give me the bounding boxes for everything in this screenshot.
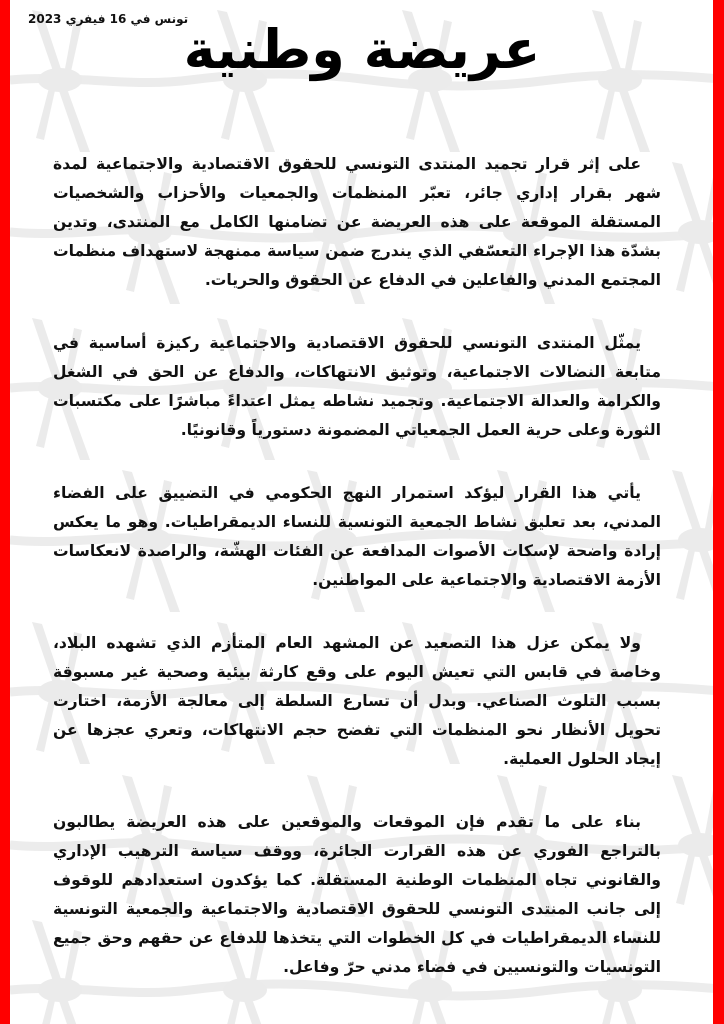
paragraph-5: بناء على ما تقدم فإن الموقعات والموقعين على هذه العريضة يطالبون بالتراجع الفوري عن هذه القرارت الجائرة، ووقف سياسة الترهيب الإداري والقانوني تجاه المنظمات الوطنية المستقلة. كما يؤكدون استعدادهم للوقوف إلى جانب المنتدى التونسي للحقوق الاقتصادية والاجتماعية والجمعية التونسية للنساء الديمقراطيات في كل الخطوات التي يتخذها للدفاع عن حقهم وحق جميع التونسيات والتونسيين في فضاء مدني حرّ وفاعل. [53,813,661,976]
document-title: عريضة وطنية [183,18,541,81]
paragraph-3: يأتي هذا القرار ليؤكد استمرار النهج الحكومي في التضييق على الفضاء المدني، بعد تعليق نشاط الجمعية التونسية للنساء الديمقراطيات. وهو ما يعكس إرادة واضحة لإسكات الأصوات المدافعة عن الفئات الهشّة، والراصدة لانعكاسات الأزمة الاقتصادية والاجتماعية على المواطنين. [53,484,661,589]
paragraph-4: ولا يمكن عزل هذا التصعيد عن المشهد العام المتأزم الذي تشهده البلاد، وخاصة في قابس التي تعيش اليوم على وقع كارثة بيئية وصحية غير مسبوقة بسبب التلوث الصناعي. وبدل أن تسارع السلطة إلى معالجة الأزمة، اختارت تحويل الأنظار نحو المنظمات التي تفضح حجم الانتهاكات، وتعري عجزها عن إيجاد الحلول العملية. [53,634,661,768]
red-border-right [713,0,724,1024]
red-border-left [0,0,10,1024]
document-date: تونس في 16 فيفري 2023 [28,12,189,26]
paragraph-2: يمثّل المنتدى التونسي للحقوق الاقتصادية والاجتماعية ركيزة أساسية في متابعة النضالات الاجتماعية، وتوثيق الانتهاكات، والدفاع عن الحق في الشغل والكرامة والعدالة الاجتماعية. وتجميد نشاطه يمثل اعتداءً مباشرًا على مكتسبات الثورة وعلى حرية العمل الجمعياتي المضمونة دستورياً وقانونيًا. [53,334,661,439]
document-body [53,150,661,1016]
paragraph-1: على إثر قرار تجميد المنتدى التونسي للحقوق الاقتصادية والاجتماعية لمدة شهر بقرار إداري جائر، تعبّر المنظمات والجمعيات والأحزاب والشخصيات المستقلة الموقعة على هذه العريضة عن تضامنها الكامل مع المنتدى، وتدين بشدّة هذا الإجراء التعسّفي الذي يندرج ضمن سياسة ممنهجة لاستهداف منظمات المجتمع المدني والفاعلين في الدفاع عن الحقوق والحريات. [53,155,661,289]
